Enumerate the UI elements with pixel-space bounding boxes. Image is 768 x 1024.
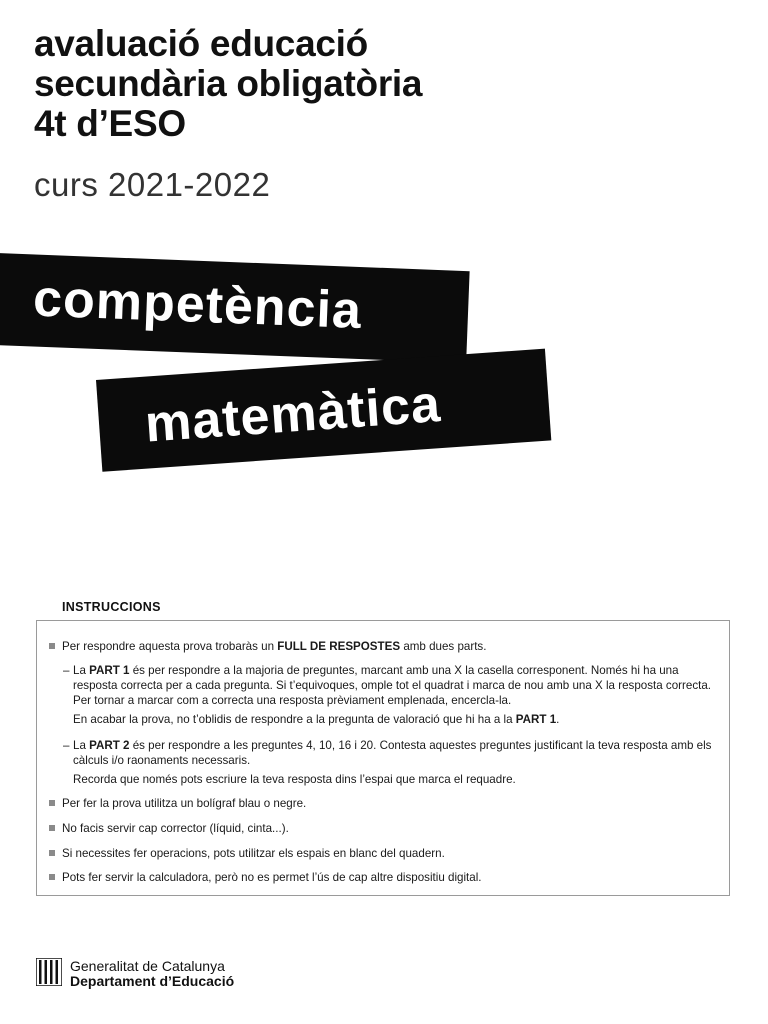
title-line-2: secundària obligatòria	[34, 63, 423, 104]
subject-banner-1-text: competència	[32, 269, 364, 341]
instruction-item-corrector: No facis servir cap corrector (líquid, cinta...).	[49, 821, 289, 836]
bullet-square-icon	[49, 643, 55, 649]
subject-banner-2	[96, 349, 551, 472]
exam-title	[34, 24, 422, 144]
footer-org-name	[70, 959, 234, 989]
bullet-square-icon	[49, 800, 55, 806]
instruction-item-operations: Si necessites fer operacions, pots utilitzar els espais en blanc del quadern.	[49, 846, 445, 861]
instruction-item-calculator: Pots fer servir la calculadora, però no es permet l’ús de cap altre dispositiu digital.	[49, 870, 482, 885]
title-line-3: 4t d’ESO	[34, 103, 186, 144]
instruction-part1-note: En acabar la prova, no t’oblidis de respondre a la pregunta de valoració que hi ha a la PART 1.	[73, 713, 560, 726]
school-year: curs 2021-2022	[34, 166, 271, 203]
generalitat-four-bars-icon	[36, 958, 62, 986]
instruction-part2: – La PART 2 és per respondre a les preguntes 4, 10, 16 i 20. Contesta aquestes preguntes justificant la teva resposta amb els càlculs i/o raonaments necessaris.	[63, 738, 723, 768]
instruction-item-answer-sheet: Per respondre aquesta prova trobaràs un FULL DE RESPOSTES amb dues parts.	[49, 639, 486, 654]
subject-banner-1	[0, 252, 470, 363]
instruction-part1-text: La PART 1 és per respondre a la majoria de preguntes, marcant amb una X la casella corresponent. Només hi ha una resposta correcta per a cada pregunta. Si t’equivoques, omple tot el quadrat i marca de nou amb una X la resposta correcta. Per tornar a marcar com a correcta una resposta prèviament emplenada, encercla-la.	[73, 664, 712, 707]
footer-org-line-2: Departament d’Educació	[70, 973, 235, 989]
bullet-square-icon	[49, 874, 55, 880]
instruction-part1: – La PART 1 és per respondre a la majoria de preguntes, marcant amb una X la casella corresponent. Només hi ha una resposta correcta per a cada pregunta. Si t’equivoques, omple tot el quadrat i marca de nou amb una X la resposta correcta. Per tornar a marcar com a correcta una resposta prèviament emplenada, encercla-la.	[63, 663, 723, 708]
bullet-square-icon	[49, 850, 55, 856]
instructions-heading: INSTRUCCIONS	[62, 600, 161, 614]
subject-banner-2-text: matemàtica	[143, 375, 443, 454]
instruction-item-pen: Per fer la prova utilitza un bolígraf blau o negre.	[49, 796, 306, 811]
footer-org-line-1: Generalitat de Catalunya	[70, 958, 225, 974]
instruction-part2-text: La PART 2 és per respondre a les preguntes 4, 10, 16 i 20. Contesta aquestes preguntes justificant la teva resposta amb els càlculs i/o raonaments necessaris.	[73, 739, 712, 767]
title-line-1: avaluació educació	[34, 23, 368, 64]
bullet-square-icon	[49, 825, 55, 831]
instructions-box	[36, 620, 730, 896]
instruction-part2-note: Recorda que només pots escriure la teva resposta dins l’espai que marca el requadre.	[73, 773, 516, 786]
